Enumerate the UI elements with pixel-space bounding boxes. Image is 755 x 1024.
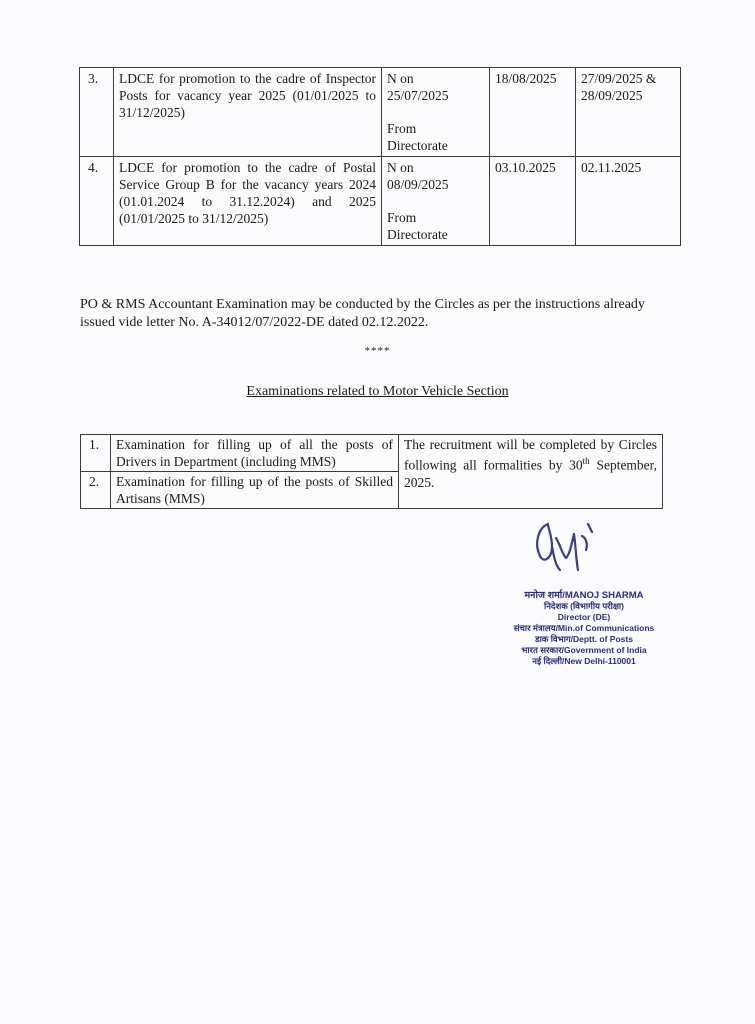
exam-date: 27/09/2025 & 28/09/2025 (576, 68, 681, 157)
serial-number: 4. (80, 157, 114, 246)
stamp-government: भारत सरकार/Government of India (521, 645, 647, 655)
motor-vehicle-heading: Examinations related to Motor Vehicle Section (246, 384, 509, 399)
motor-vehicle-table (80, 434, 663, 509)
exam-description: Examination for filling up of all the posts of Drivers in Department (including MMS) (111, 435, 399, 472)
stamp-hindi-designation: निदेशक (विभागीय परीक्षा) (544, 601, 624, 611)
accountant-exam-note: PO & RMS Accountant Examination may be conducted by the Circles as per the instructions already issued vide letter No. A-34012/07/2022-DE dated 02.12.2022. (80, 297, 645, 330)
recruitment-remark (399, 435, 663, 509)
exam-date: 02.11.2025 (576, 157, 681, 246)
serial-number: 2. (81, 472, 111, 509)
last-date: 18/08/2025 (490, 68, 576, 157)
source-label: From (387, 121, 417, 136)
exam-description: Examination for filling up of the posts of Skilled Artisans (MMS) (111, 472, 399, 509)
stamp-name: मनोज शर्मा/MANOJ SHARMA (524, 590, 644, 601)
table-row (80, 157, 681, 246)
stamp-designation: Director (DE) (557, 612, 611, 622)
director-stamp (484, 590, 684, 667)
exam-description: LDCE for promotion to the cadre of Postal Service Group B for the vacancy years 2024 (01.01.2024 to 31.12.2024) and 2025 (01/01/2025 to 31/12/2025) (114, 157, 382, 246)
remark-text: The recruitment will be completed by Circles following all formalities by 30 (404, 437, 657, 473)
serial-number: 3. (80, 68, 114, 157)
source-value: Directorate (387, 227, 448, 242)
stamp-ministry: संचार मंत्रालय/Min.of Communications (513, 623, 655, 633)
signature-icon (526, 514, 606, 576)
notification-cell (382, 157, 490, 246)
source-value: Directorate (387, 138, 448, 153)
notification-cell (382, 68, 490, 157)
section-separator: **** (364, 345, 391, 357)
notification-date: 08/09/2025 (387, 177, 449, 192)
table-row (81, 435, 663, 472)
table-row (80, 68, 681, 157)
exam-description: LDCE for promotion to the cadre of Inspector Posts for vacancy year 2025 (01/01/2025 to 31/12/2025) (114, 68, 382, 157)
stamp-city: नई दिल्ली/New Delhi-110001 (532, 656, 636, 666)
remark-superscript: th (582, 456, 590, 466)
notification-label: N on (387, 71, 414, 86)
source-label: From (387, 210, 417, 225)
last-date: 03.10.2025 (490, 157, 576, 246)
remark-end: September, 2025. (404, 457, 658, 490)
promotion-exam-table (79, 67, 681, 246)
notification-label: N on (387, 160, 414, 175)
serial-number: 1. (81, 435, 111, 472)
stamp-department: डाक विभाग/Deptt. of Posts (535, 634, 633, 644)
notification-date: 25/07/2025 (387, 88, 449, 103)
